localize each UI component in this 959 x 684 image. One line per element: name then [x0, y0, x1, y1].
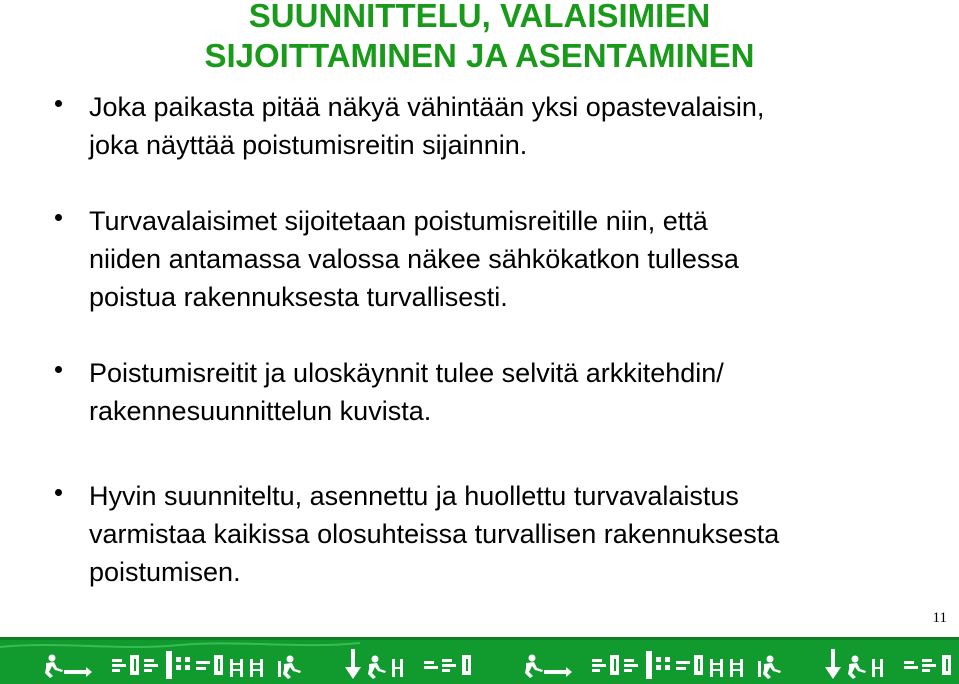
slide-title	[0, 0, 959, 76]
bullet-line: Turvavalaisimet sijoitetaan poistumisreitille niin, että	[89, 206, 708, 236]
bullet-line: poistua rakennuksesta turvallisesti.	[89, 282, 508, 312]
bullet-line: Poistumisreitit ja uloskäynnit tulee selvitä arkkitehdin/	[89, 358, 724, 388]
bullet-item	[47, 88, 927, 164]
bullet-line: Joka paikasta pitää näkyä vähintään yksi opastevalaisin,	[89, 92, 765, 122]
bullet-line: varmistaa kaikissa olosuhteissa turvallisen rakennuksesta	[89, 519, 780, 549]
bullet-dot-icon	[55, 214, 62, 221]
bullet-list	[47, 88, 927, 591]
bullet-item	[47, 477, 927, 591]
page-number: 11	[932, 610, 947, 626]
title-line-2: SIJOITTAMINEN JA ASENTAMINEN	[204, 37, 755, 74]
bullet-line: poistumisen.	[89, 557, 241, 587]
bullet-line: joka näyttää poistumisreitin sijainnin.	[89, 130, 528, 160]
bullet-line: rakennesuunnittelun kuvista.	[89, 396, 432, 426]
bullet-line: Hyvin suunniteltu, asennettu ja huollettu turvavalaistus	[89, 481, 739, 511]
bullet-dot-icon	[55, 100, 62, 107]
footer-pictogram-band	[0, 637, 959, 684]
bullet-item	[47, 202, 927, 316]
bullet-dot-icon	[55, 489, 62, 496]
bullet-dot-icon	[55, 366, 62, 373]
footer-pictograms	[0, 637, 959, 684]
bullet-item	[47, 354, 927, 430]
bullet-line: niiden antamassa valossa näkee sähkökatkon tullessa	[89, 244, 739, 274]
title-line-1: SUUNNITTELU, VALAISIMIEN	[248, 0, 711, 34]
